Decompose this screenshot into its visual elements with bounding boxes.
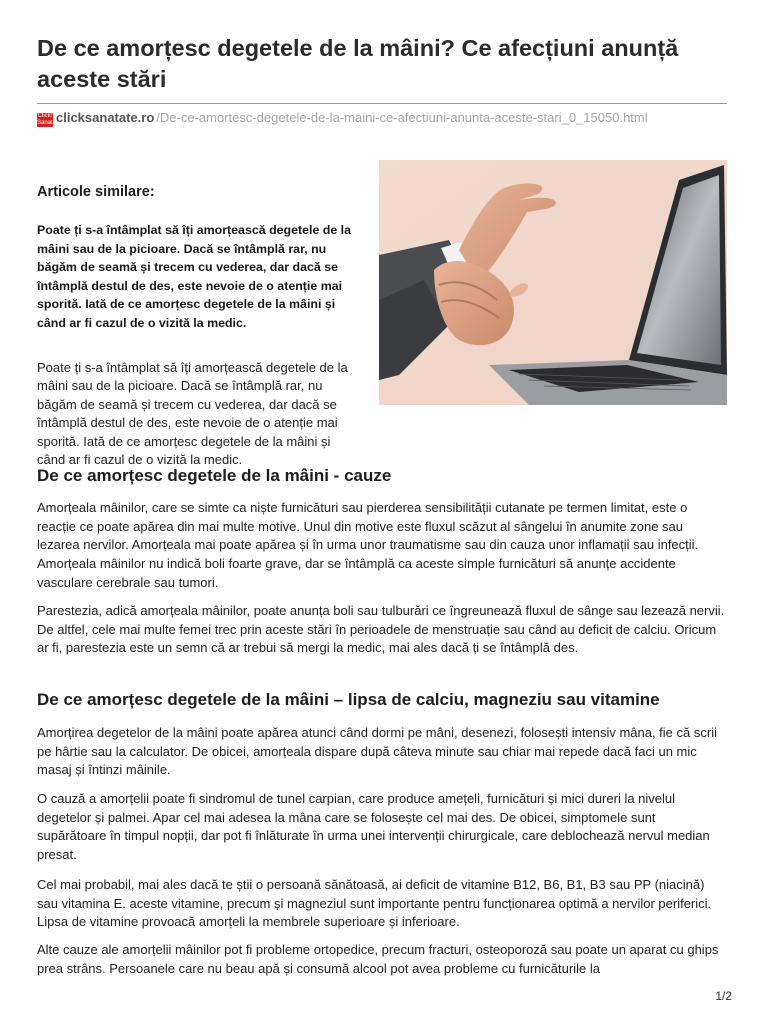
- source-domain-link[interactable]: clicksanatate.ro: [56, 110, 155, 125]
- source-line: [37, 110, 648, 126]
- page-number: 1/2: [715, 989, 732, 1003]
- article-lead: Poate ți s-a întâmplat să îți amorțească degetele de la mâini sau de la picioare. Dacă se întâmplă rar, nu băgăm de seamă și trecem cu vederea, dar dacă se întâmplă destul de des, este nevoie de o atenție mai sporită. Iată de ce amorțesc degetele de la mâini și când ar fi cazul de o vizită la medic.: [37, 223, 352, 330]
- section1-paragraph-1: Amorțeala mâinilor, care se simte ca niște furnicături sau pierderea sensibilității cutanate pe termen limitat, este o reacție ce poate apărea din mai multe motive. Unul din motive este fluxul scăzut al sângelui în anumite zone sau lezarea nervilor. Amorțeala mai poate apărea și în urma unor traumatisme sau din cauza unor inflamații sau infecții. Amorțeala mâinilor nu indică boli foarte grave, dar se întâmplă ca aceste simple furnicături să anunțe accidente vasculare cerebrale sau tumori.: [37, 500, 699, 590]
- section2-paragraph-1: Amorțirea degetelor de la mâini poate apărea atunci când dormi pe mâni, desenezi, folosești intensiv mâna, fie că scrii pe hârtie sau la calculator. De obicei, amorțeala dispare după câteva minute sau chiar mai repede dacă faci un mic masaj și întinzi mâinile.: [37, 725, 717, 778]
- section1-paragraph-2: Parestezia, adică amorțeala mâinilor, poate anunța boli sau tulburări ce îngreunează fluxul de sânge sau lezează nervii. De altfel, cele mai multe femei trec prin aceste stări în perioadele de menstruație sau când au deficit de calciu. Oricum ar fi, parestezia este un semn că ar trebui să mergi la medic, mai ales dacă ți se întâmplă des.: [37, 603, 725, 656]
- similar-articles-heading: Articole similare:: [37, 184, 155, 200]
- section2-paragraph-4: Alte cauze ale amorțelii mâinilor pot fi probleme ortopedice, precum fracturi, osteoporoză sau poate un aparat cu ghips prea strâns. Persoanele care nu beau apă și consumă alcool pot avea probleme cu furnicăturile la: [37, 942, 719, 976]
- site-favicon-icon: Click! Sanatate: [37, 113, 62, 126]
- section2-paragraph-3: Cel mai probabil, mai ales dacă te știi o persoană sănătoasă, ai deficit de vitamine B12, B6, B1, B3 sau PP (niacină) sau vitamina E. aceste vitamine, precum și magneziul sunt importante pentru funcționarea optimă a nervilor periferici. Lipsa de vitamine provoacă amorțeli la membrele superioare și inferioare.: [37, 877, 712, 930]
- intro-paragraph: Poate ți s-a întâmplat să îți amorțească degetele de la mâini sau de la picioare. Dacă se întâmplă rar, nu băgăm de seamă și trecem cu vederea, dar dacă se întâmplă destul de des, este nevoie de o atenție mai sporită. Iată de ce amorțesc degetele de la mâini și când ar fi cazul de o vizită la medic.: [37, 360, 348, 468]
- article-title: De ce amorțesc degetele de la mâini? Ce afecțiuni anunță aceste stări: [37, 35, 679, 92]
- source-path-link[interactable]: /De-ce-amortesc-degetele-de-la-maini-ce-afectiuni-anunta-aceste-stari_0_15050.html: [156, 110, 648, 125]
- section1-heading: De ce amorțesc degetele de la mâini - cauze: [37, 466, 392, 485]
- title-divider: [37, 103, 727, 104]
- section2-heading: De ce amorțesc degetele de la mâini – lipsa de calciu, magneziu sau vitamine: [37, 690, 660, 709]
- section2-paragraph-2: O cauză a amorțelii poate fi sindromul de tunel carpian, care produce amețeli, furnicături și mici dureri la nivelul degetelor și palmei. Apar cel mai adesea la mâna care se folosește cel mai des. De obicei, simptomele sunt supărătoare în timpul nopții, dar pot fi înlăturate în urma unei intervenții chirurgicale, care deblochează nervul median presat.: [37, 791, 710, 863]
